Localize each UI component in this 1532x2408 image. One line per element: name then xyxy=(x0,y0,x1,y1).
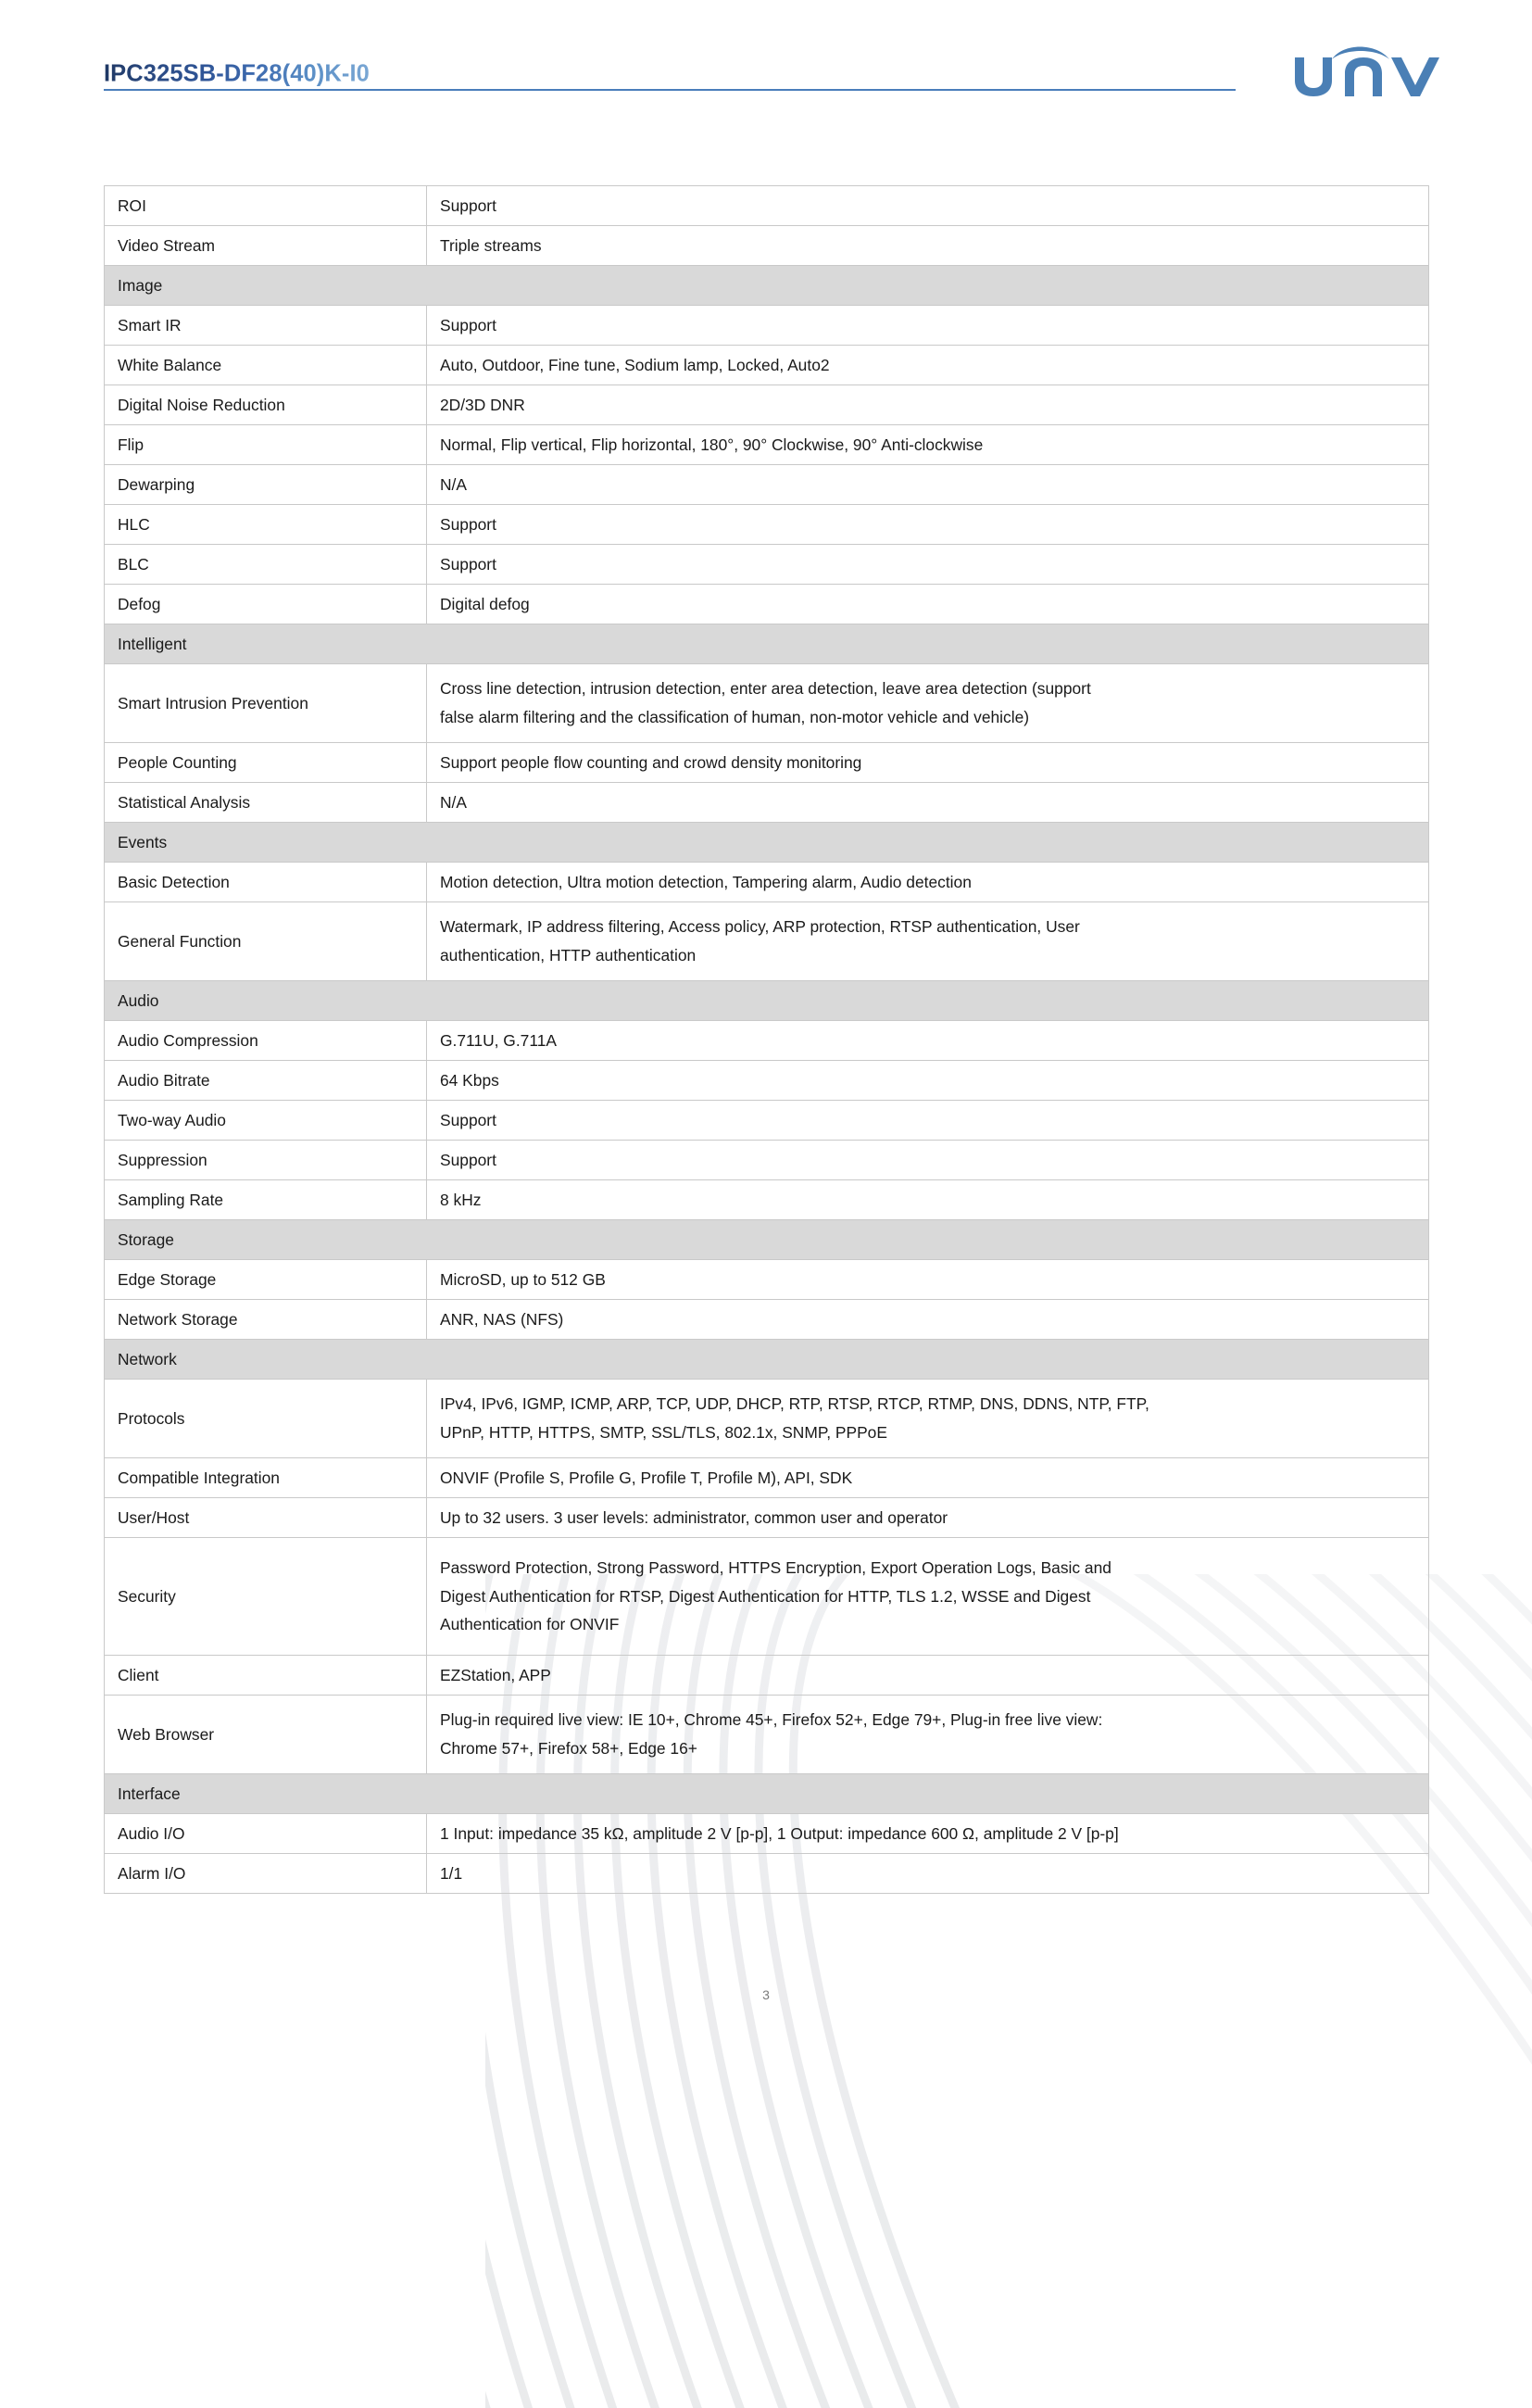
spec-value-text: Support xyxy=(440,514,496,534)
spec-value xyxy=(427,306,1429,346)
spec-label: Defog xyxy=(105,585,427,624)
table-row xyxy=(105,743,1429,783)
spec-value-text: ONVIF (Profile S, Profile G, Profile T, Profile M), API, SDK xyxy=(440,1468,853,1487)
table-row xyxy=(105,585,1429,624)
spec-value-line: Chrome 57+, Firefox 58+, Edge 16+ xyxy=(440,1739,697,1758)
spec-value-text: ANR, NAS (NFS) xyxy=(440,1309,564,1329)
header-divider xyxy=(104,89,1236,91)
spec-value xyxy=(427,1260,1429,1300)
spec-label: Smart Intrusion Prevention xyxy=(105,664,427,743)
table-row xyxy=(105,1458,1429,1498)
spec-value xyxy=(427,1814,1429,1854)
table-row xyxy=(105,186,1429,226)
spec-label: Suppression xyxy=(105,1141,427,1180)
spec-label: Security xyxy=(105,1538,427,1656)
table-row xyxy=(105,1141,1429,1180)
spec-value-line: Plug-in required live view: IE 10+, Chrome 45+, Firefox 52+, Edge 79+, Plug-in free live view: xyxy=(440,1710,1103,1730)
table-row xyxy=(105,1101,1429,1141)
table-row xyxy=(105,425,1429,465)
spec-value-lines xyxy=(440,913,1428,970)
section-header-label: Network xyxy=(105,1340,1429,1380)
spec-value xyxy=(427,465,1429,505)
specification-table xyxy=(104,185,1429,1894)
spec-label: ROI xyxy=(105,186,427,226)
spec-label: Web Browser xyxy=(105,1696,427,1774)
spec-label: Network Storage xyxy=(105,1300,427,1340)
spec-value xyxy=(427,1101,1429,1141)
spec-label: Digital Noise Reduction xyxy=(105,385,427,425)
table-row xyxy=(105,902,1429,981)
spec-label: Protocols xyxy=(105,1380,427,1458)
spec-label: Two-way Audio xyxy=(105,1101,427,1141)
spec-value xyxy=(427,1141,1429,1180)
spec-value-lines xyxy=(440,1554,1428,1640)
spec-value xyxy=(427,664,1429,743)
table-row xyxy=(105,1300,1429,1340)
spec-label: Video Stream xyxy=(105,226,427,266)
spec-value-line: false alarm filtering and the classification of human, non-motor vehicle and vehicle) xyxy=(440,708,1030,726)
table-row xyxy=(105,465,1429,505)
spec-value xyxy=(427,743,1429,783)
table-row xyxy=(105,1696,1429,1774)
spec-value-text: 1/1 xyxy=(440,1863,463,1883)
spec-value xyxy=(427,346,1429,385)
spec-label: White Balance xyxy=(105,346,427,385)
table-section-header xyxy=(105,1774,1429,1814)
section-header-label: Image xyxy=(105,266,1429,306)
spec-value-text: Support people flow counting and crowd density monitoring xyxy=(440,752,862,772)
spec-value-text: EZStation, APP xyxy=(440,1665,551,1684)
table-row xyxy=(105,346,1429,385)
spec-value-text: G.711U, G.711A xyxy=(440,1030,557,1050)
table-row xyxy=(105,306,1429,346)
spec-label: Basic Detection xyxy=(105,863,427,902)
spec-value xyxy=(427,1380,1429,1458)
spec-value-line: Authentication for ONVIF xyxy=(440,1615,620,1634)
spec-value-text: Normal, Flip vertical, Flip horizontal, 180°, 90° Clockwise, 90° Anti-clockwise xyxy=(440,435,984,454)
spec-value xyxy=(427,1180,1429,1220)
section-header-label: Interface xyxy=(105,1774,1429,1814)
spec-value-text: 8 kHz xyxy=(440,1190,482,1209)
spec-value xyxy=(427,783,1429,823)
spec-value-line: UPnP, HTTP, HTTPS, SMTP, SSL/TLS, 802.1x, SNMP, PPPoE xyxy=(440,1423,887,1442)
spec-value-text: Support xyxy=(440,195,496,215)
spec-value-line: Password Protection, Strong Password, HTTPS Encryption, Export Operation Logs, Basic and xyxy=(440,1557,1111,1577)
spec-value xyxy=(427,1854,1429,1894)
table-section-header xyxy=(105,1220,1429,1260)
spec-label: Compatible Integration xyxy=(105,1458,427,1498)
table-section-header xyxy=(105,624,1429,664)
spec-value-text: Digital defog xyxy=(440,594,530,613)
spec-value xyxy=(427,1021,1429,1061)
spec-value xyxy=(427,1061,1429,1101)
page-header xyxy=(0,0,1532,126)
spec-value xyxy=(427,505,1429,545)
section-header-label: Intelligent xyxy=(105,624,1429,664)
spec-value-text: Up to 32 users. 3 user levels: administrator, common user and operator xyxy=(440,1507,948,1527)
table-row xyxy=(105,863,1429,902)
table-row xyxy=(105,1498,1429,1538)
spec-label: Sampling Rate xyxy=(105,1180,427,1220)
spec-value xyxy=(427,902,1429,981)
spec-value xyxy=(427,1538,1429,1656)
spec-label: People Counting xyxy=(105,743,427,783)
spec-value-text: MicroSD, up to 512 GB xyxy=(440,1269,606,1289)
spec-label: Audio Compression xyxy=(105,1021,427,1061)
table-row xyxy=(105,1656,1429,1696)
spec-value-text: 2D/3D DNR xyxy=(440,395,525,414)
table-row xyxy=(105,1854,1429,1894)
spec-value xyxy=(427,1300,1429,1340)
spec-value xyxy=(427,425,1429,465)
table-row xyxy=(105,1538,1429,1656)
spec-value xyxy=(427,545,1429,585)
spec-label: Audio Bitrate xyxy=(105,1061,427,1101)
spec-value-text: Auto, Outdoor, Fine tune, Sodium lamp, Locked, Auto2 xyxy=(440,355,830,374)
specification-table-body xyxy=(105,186,1429,1894)
spec-value xyxy=(427,585,1429,624)
table-row xyxy=(105,385,1429,425)
table-row xyxy=(105,664,1429,743)
spec-value-line: Cross line detection, intrusion detection, enter area detection, leave area detection (support xyxy=(440,679,1091,699)
spec-label: HLC xyxy=(105,505,427,545)
spec-value-lines xyxy=(440,674,1428,732)
spec-label: Smart IR xyxy=(105,306,427,346)
table-row xyxy=(105,783,1429,823)
spec-value-text: N/A xyxy=(440,474,467,494)
spec-label: Statistical Analysis xyxy=(105,783,427,823)
spec-value-text: N/A xyxy=(440,792,467,812)
unv-logo xyxy=(1287,35,1447,96)
spec-value-text: 64 Kbps xyxy=(440,1070,499,1090)
spec-value-text: Support xyxy=(440,1150,496,1169)
spec-value-line: authentication, HTTP authentication xyxy=(440,946,697,964)
spec-label: Alarm I/O xyxy=(105,1854,427,1894)
spec-value xyxy=(427,385,1429,425)
table-row xyxy=(105,1021,1429,1061)
spec-label: Audio I/O xyxy=(105,1814,427,1854)
table-row xyxy=(105,505,1429,545)
spec-label: User/Host xyxy=(105,1498,427,1538)
page-title: IPC325SB-DF28(40)K-I0 xyxy=(104,60,370,87)
section-header-label: Audio xyxy=(105,981,1429,1021)
spec-value-text: Support xyxy=(440,1110,496,1129)
spec-label: General Function xyxy=(105,902,427,981)
spec-value-text: Support xyxy=(440,315,496,334)
spec-value-line: Watermark, IP address filtering, Access policy, ARP protection, RTSP authentication, User xyxy=(440,917,1080,937)
spec-label: Flip xyxy=(105,425,427,465)
spec-value xyxy=(427,1656,1429,1696)
table-row xyxy=(105,1380,1429,1458)
spec-value xyxy=(427,186,1429,226)
table-section-header xyxy=(105,266,1429,306)
spec-value-lines xyxy=(440,1390,1428,1447)
spec-label: BLC xyxy=(105,545,427,585)
spec-value xyxy=(427,226,1429,266)
spec-value-text: Motion detection, Ultra motion detection, Tampering alarm, Audio detection xyxy=(440,872,972,891)
table-section-header xyxy=(105,823,1429,863)
table-row xyxy=(105,545,1429,585)
spec-value-text: Support xyxy=(440,554,496,574)
table-row xyxy=(105,1814,1429,1854)
table-section-header xyxy=(105,981,1429,1021)
spec-value xyxy=(427,1458,1429,1498)
table-row xyxy=(105,1061,1429,1101)
section-header-label: Events xyxy=(105,823,1429,863)
spec-value xyxy=(427,1696,1429,1774)
spec-value xyxy=(427,1498,1429,1538)
table-row xyxy=(105,1180,1429,1220)
spec-value-text: Triple streams xyxy=(440,235,542,255)
spec-value-lines xyxy=(440,1706,1428,1763)
table-row xyxy=(105,226,1429,266)
spec-label: Client xyxy=(105,1656,427,1696)
spec-value xyxy=(427,863,1429,902)
spec-value-text: 1 Input: impedance 35 kΩ, amplitude 2 V [p-p], 1 Output: impedance 600 Ω, amplitude 2 V [p-p] xyxy=(440,1823,1119,1843)
table-row xyxy=(105,1260,1429,1300)
spec-label: Dewarping xyxy=(105,465,427,505)
page-number: 3 xyxy=(762,1987,770,2002)
spec-value-line: Digest Authentication for RTSP, Digest Authentication for HTTP, TLS 1.2, WSSE and Digest xyxy=(440,1586,1091,1606)
spec-value-line: IPv4, IPv6, IGMP, ICMP, ARP, TCP, UDP, DHCP, RTP, RTSP, RTCP, RTMP, DNS, DDNS, NTP, FTP, xyxy=(440,1394,1149,1414)
spec-label: Edge Storage xyxy=(105,1260,427,1300)
section-header-label: Storage xyxy=(105,1220,1429,1260)
table-section-header xyxy=(105,1340,1429,1380)
